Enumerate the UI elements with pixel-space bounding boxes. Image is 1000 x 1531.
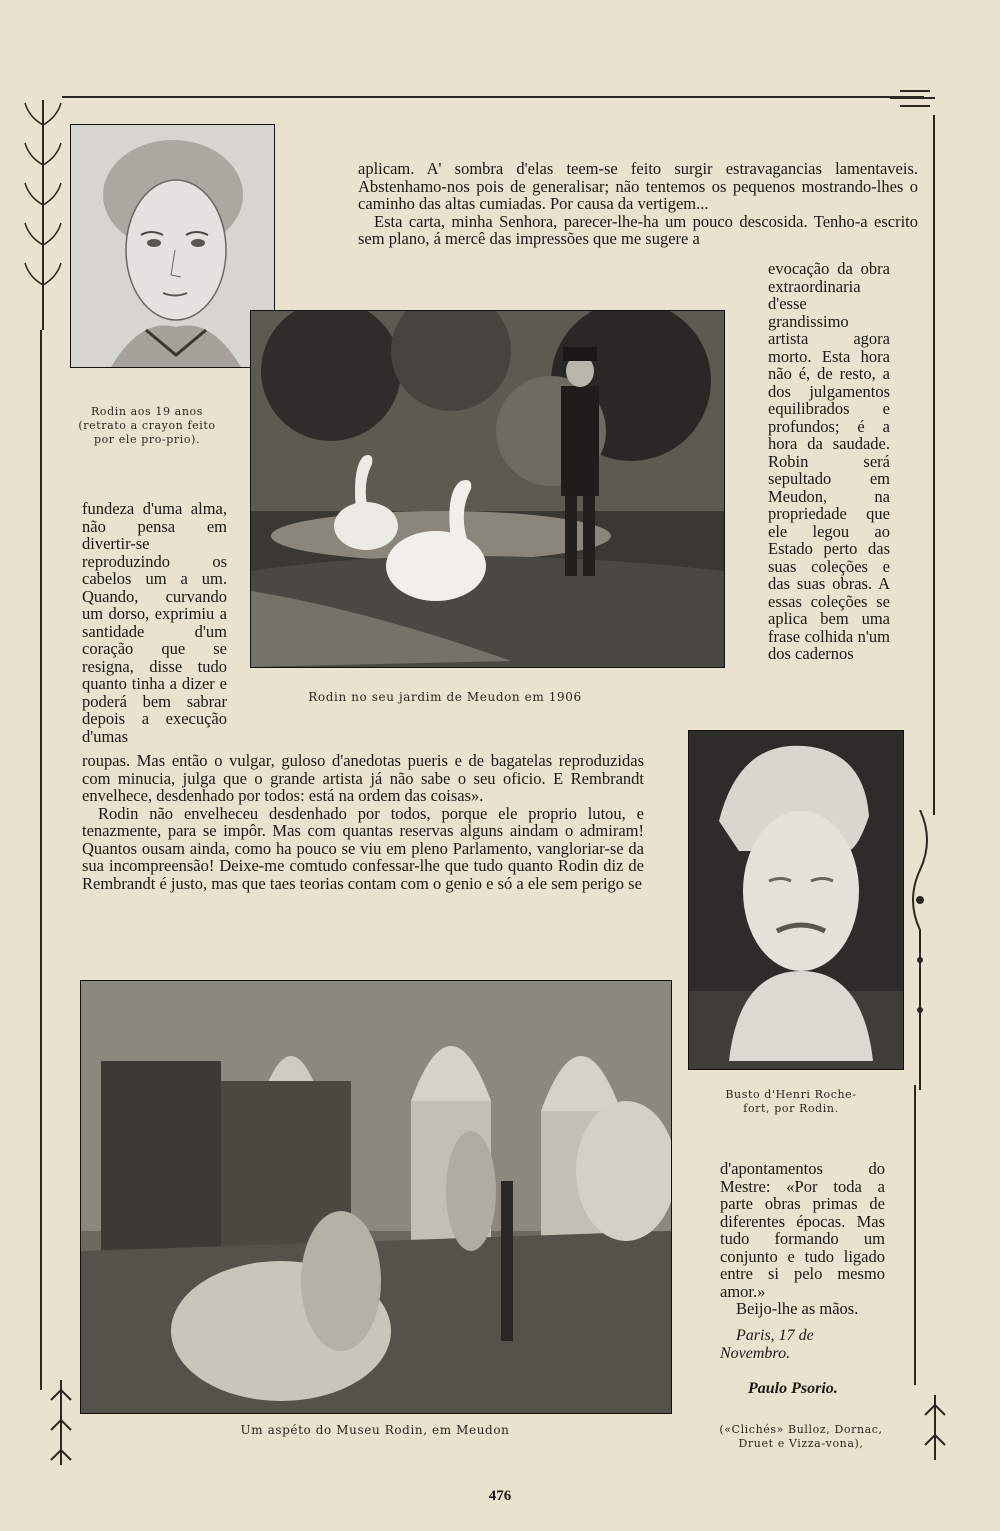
bust-photo: [688, 730, 904, 1070]
portrait-caption: Rodin aos 19 anos (retrato a crayon feito por ele pro-prio).: [78, 405, 216, 446]
museum-photo: [80, 980, 672, 1414]
right-bottom-ornament: [920, 1395, 950, 1465]
bust-caption: Busto d'Henri Roche-fort, por Rodin.: [725, 1088, 857, 1115]
top-text: [358, 160, 918, 248]
page-number: 476: [488, 1488, 512, 1504]
frame-right-rule-lower: [914, 1085, 916, 1385]
author-signature: Paulo Psorio.: [748, 1380, 838, 1397]
frame-top-rule: [62, 96, 924, 98]
closing-paragraph-2: Beijo-lhe as mãos.: [736, 1299, 859, 1318]
right-column-text: evocação da obra extraordinaria d'esse grandissimo artista agora morto. Esta hora não é, de resto, a dos julgamentos equilibrados e profundos; é a hora da saudade. Robin será sepultado em Meudon, na propriedade que ele legou ao Estado perto das suas coleções e das suas obras. A essas coleções se aplica bem uma frase colhida n'um dos cadernos: [768, 259, 890, 663]
credits-caption: («Clichés» Bulloz, Dornac, Druet e Vizza-vona),: [719, 1423, 883, 1450]
closing-paragraph-1: d'apontamentos do Mestre: «Por toda a parte obras primas de diferentes épocas. Mas tudo formando um conjunto e tudo ligado entre si pelo mesmo amor.»: [720, 1159, 885, 1301]
place-date: Paris, 17 de Novembro.: [720, 1327, 814, 1362]
frame-left-rule: [40, 330, 42, 1390]
middle-paragraph-2: Rodin não envelheceu desdenhado por todos, porque ele proprio lutou, e tenazmente, para se impôr. Mas com quantas reservas alguns aindam o admiram! Quantos ousam ainda, como ha pouco se viu em pleno Parlamento, vangloriar-se da sua incompreensão! Deixe-me comtudo confessar-lhe que tudo quanto Rodin diz de Rembrandt é justo, mas que taes teorias contam com o genio e só a ele sem perigo se: [82, 803, 644, 893]
left-leaf-ornament: [18, 95, 68, 335]
middle-paragraph-1: roupas. Mas então o vulgar, guloso d'anedotas pueris e de bagatelas reproduzidas com minucia, julga que o grande artista já não sabe o seu oficio. E Rembrandt envelhece, desdenhado por todos: está na ordem das coisas».: [82, 751, 644, 805]
right-top-ornament: [890, 86, 935, 116]
garden-caption: Rodin no seu jardim de Meudon em 1906: [308, 690, 582, 704]
garden-photo: [250, 310, 725, 668]
left-bottom-ornament: [46, 1380, 76, 1470]
middle-text: [82, 752, 644, 892]
frame-right-rule: [933, 115, 935, 815]
portrait-photo: [70, 124, 275, 368]
right-side-ornament: [905, 810, 935, 1090]
top-paragraph-1: aplicam. A' sombra d'elas teem-se feito surgir estravagancias lamentaveis. Abstenhamo-nos pois de generalisar; não tentemos os pequenos mostrando-lhes o caminho das altas cumiadas. Por causa da vertigem...: [358, 159, 918, 213]
museum-caption: Um aspéto do Museu Rodin, em Meudon: [240, 1423, 510, 1437]
top-paragraph-2: Esta carta, minha Senhora, parecer-lhe-ha um pouco descosida. Tenho-a escrito sem plano, á mercê das impressões que me sugere a: [358, 211, 918, 248]
left-column-text: fundeza d'uma alma, não pensa em divertir-se reproduzindo os cabelos um a um. Quando, curvando um dorso, exprimiu a santidade d'um coração que se resigna, disse tudo quanto tinha a dizer e poderá bem sabrar depois a execução d'umas: [82, 499, 227, 746]
closing-text: [720, 1160, 885, 1318]
